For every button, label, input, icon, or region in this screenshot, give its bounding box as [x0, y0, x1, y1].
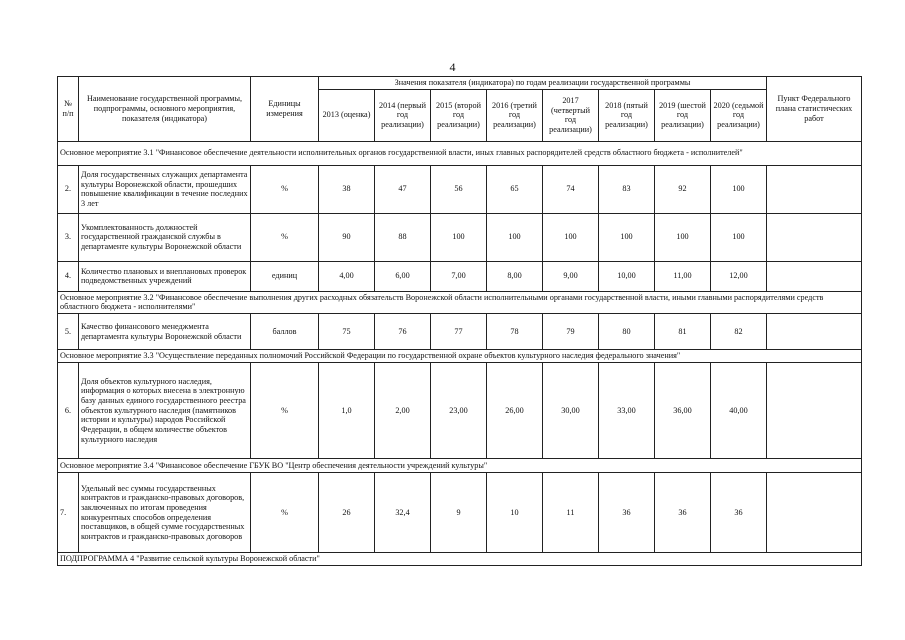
row-value: 47: [375, 165, 431, 213]
row-plan: [767, 261, 862, 291]
row-value: 2,00: [375, 363, 431, 459]
row-value: 9: [431, 473, 487, 553]
row-num: 6.: [58, 363, 79, 459]
row-value: 65: [487, 165, 543, 213]
header-year: 2014 (первый год реализации): [375, 89, 431, 141]
row-unit: %: [251, 363, 319, 459]
row-value: 38: [319, 165, 375, 213]
row-value: 79: [543, 314, 599, 350]
row-value: 9,00: [543, 261, 599, 291]
header-plan-item: Пункт Федерального плана статистических работ: [767, 77, 862, 142]
row-value: 78: [487, 314, 543, 350]
row-unit: баллов: [251, 314, 319, 350]
row-value: 100: [431, 213, 487, 261]
table-row: [58, 165, 862, 213]
row-value: 100: [599, 213, 655, 261]
header-year: 2019 (шестой год реализации): [655, 89, 711, 141]
row-value: 36: [599, 473, 655, 553]
row-name: Доля объектов культурного наследия, информация о которых внесена в электронную базу данных единого государственного реестра объектов культурного наследия (памятников истории и культуры) народов Российской Федерации, в общем количестве объектов культурного наследия: [79, 363, 251, 459]
row-value: 100: [543, 213, 599, 261]
row-plan: [767, 363, 862, 459]
table-row: [58, 363, 862, 459]
row-num: 5.: [58, 314, 79, 350]
subprogram-title: ПОДПРОГРАММА 4 "Развитие сельской культуры Воронежской области": [58, 553, 862, 566]
row-value: 26,00: [487, 363, 543, 459]
row-value: 92: [655, 165, 711, 213]
section-title: Основное мероприятие 3.3 "Осуществление переданных полномочий Российской Федерации по государственной охране объектов культурного наследия федерального значения": [58, 350, 862, 363]
row-num: 4.: [58, 261, 79, 291]
row-value: 81: [655, 314, 711, 350]
row-value: 36: [655, 473, 711, 553]
row-value: 10: [487, 473, 543, 553]
header-name: Наименование государственной программы, подпрограммы, основного мероприятия, показателя (индикатора): [79, 77, 251, 142]
row-value: 88: [375, 213, 431, 261]
table-row: [58, 213, 862, 261]
row-value: 90: [319, 213, 375, 261]
row-name: Укомплектованность должностей государственной гражданской службы в департаменте культуры Воронежской области: [79, 213, 251, 261]
header-values-group: Значения показателя (индикатора) по годам реализации государственной программы: [319, 77, 767, 90]
row-value: 100: [655, 213, 711, 261]
row-num: 2.: [58, 165, 79, 213]
row-value: 36,00: [655, 363, 711, 459]
row-value: 1,0: [319, 363, 375, 459]
row-value: 75: [319, 314, 375, 350]
row-value: 80: [599, 314, 655, 350]
row-name: Качество финансового менеджмента департамента культуры Воронежской области: [79, 314, 251, 350]
header-year: 2020 (седьмой год реализации): [711, 89, 767, 141]
header-year: 2013 (оценка): [319, 89, 375, 141]
row-value: 36: [711, 473, 767, 553]
row-value: 74: [543, 165, 599, 213]
row-plan: [767, 314, 862, 350]
page-number: 4: [449, 60, 456, 74]
row-value: 76: [375, 314, 431, 350]
row-value: 100: [711, 213, 767, 261]
row-name: Количество плановых и внеплановых проверок подведомственных учреждений: [79, 261, 251, 291]
row-value: 56: [431, 165, 487, 213]
row-value: 82: [711, 314, 767, 350]
row-value: 26: [319, 473, 375, 553]
row-value: 32,4: [375, 473, 431, 553]
row-value: 77: [431, 314, 487, 350]
row-value: 12,00: [711, 261, 767, 291]
row-value: 4,00: [319, 261, 375, 291]
row-value: 7,00: [431, 261, 487, 291]
row-value: 10,00: [599, 261, 655, 291]
header-year: 2017 (четвертый год реализации): [543, 89, 599, 141]
row-value: 40,00: [711, 363, 767, 459]
row-value: 23,00: [431, 363, 487, 459]
section-title: Основное мероприятие 3.4 "Финансовое обеспечение ГБУК ВО "Центр обеспечения деятельности учреждений культуры": [58, 459, 862, 473]
header-unit: Единицы измерения: [251, 77, 319, 142]
row-value: 30,00: [543, 363, 599, 459]
indicators-table: [57, 76, 862, 566]
row-plan: [767, 473, 862, 553]
header-num: № п/п: [58, 77, 79, 142]
table-row: [58, 261, 862, 291]
header-year: 2016 (третий год реализации): [487, 89, 543, 141]
row-unit: единиц: [251, 261, 319, 291]
row-value: 11,00: [655, 261, 711, 291]
row-unit: %: [251, 213, 319, 261]
row-name: Доля государственных служащих департамента культуры Воронежской области, прошедших повышение квалификации в течение последних 3 лет: [79, 165, 251, 213]
table-row: [58, 473, 862, 553]
row-num: 3.: [58, 213, 79, 261]
row-value: 6,00: [375, 261, 431, 291]
row-num: 7.: [58, 473, 79, 553]
row-plan: [767, 213, 862, 261]
row-unit: %: [251, 165, 319, 213]
row-value: 100: [711, 165, 767, 213]
row-value: 11: [543, 473, 599, 553]
row-value: 83: [599, 165, 655, 213]
header-year: 2018 (пятый год реализации): [599, 89, 655, 141]
row-plan: [767, 165, 862, 213]
section-title: Основное мероприятие 3.1 "Финансовое обеспечение деятельности исполнительных органов государственной власти, иных главных распорядителей средств областного бюджета - исполнителей": [58, 141, 862, 165]
row-value: 33,00: [599, 363, 655, 459]
row-value: 8,00: [487, 261, 543, 291]
table-row: [58, 314, 862, 350]
section-title: Основное мероприятие 3.2 "Финансовое обеспечение выполнения других расходных обязательств Воронежской области исполнительными органами государственной власти, иными главными распорядителями средств областного бюджета - исполнителями": [58, 291, 862, 313]
row-unit: %: [251, 473, 319, 553]
row-name: Удельный вес суммы государственных контрактов и гражданско-правовых договоров, заключенных по итогам проведения конкурентных способов определения поставщиков, в общей сумме государственных контрактов и гражданско-правовых договоров: [79, 473, 251, 553]
header-year: 2015 (второй год реализации): [431, 89, 487, 141]
row-value: 100: [487, 213, 543, 261]
